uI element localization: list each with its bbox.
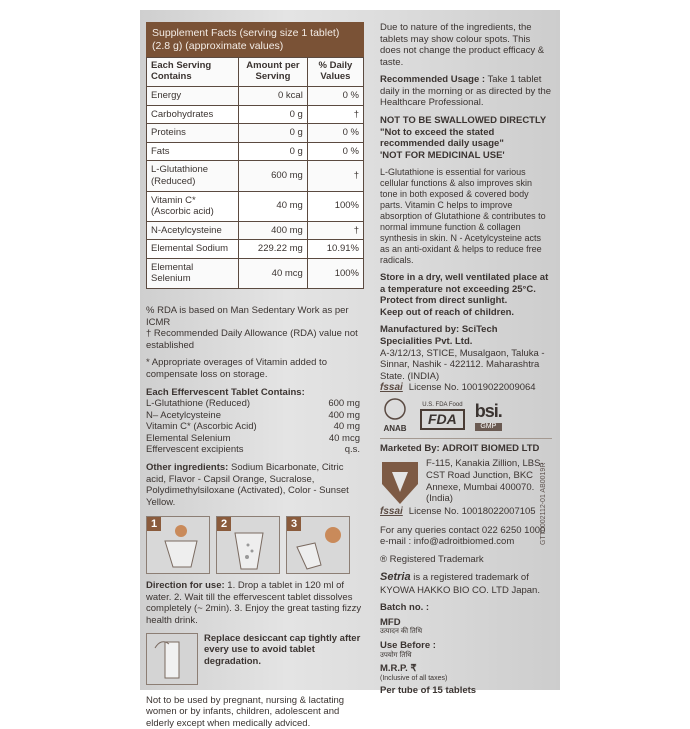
- nutrient-amount: 0 g: [239, 124, 308, 143]
- nutrient-name: Vitamin C* (Ascorbic acid): [147, 191, 239, 221]
- license-number-2: License No. 10018022007105: [408, 506, 536, 518]
- table-row: [147, 161, 364, 191]
- setria-trademark: [380, 571, 552, 596]
- nutrient-dv: 10.91%: [307, 240, 363, 259]
- manufacturer: [380, 324, 552, 347]
- right-column: [380, 22, 552, 697]
- table-row: [147, 240, 364, 259]
- nutrient-dv: †: [307, 221, 363, 240]
- nutrient-amount: 0 g: [239, 142, 308, 161]
- fda-caption: U.S. FDA Food: [422, 401, 463, 408]
- colour-note: Due to nature of the ingredients, the tablets may show colour spots. This does not change the product efficacy & taste.: [380, 22, 545, 68]
- supplement-facts-header: Supplement Facts (serving size 1 tablet) (2.8 g) (approximate values): [146, 22, 364, 57]
- nutrient-name: N-Acetylcysteine: [147, 221, 239, 240]
- table-row: [147, 191, 364, 221]
- fssai-logo: fssai: [380, 506, 403, 518]
- queries-contact: For any queries contact 022 6250 1000: [380, 524, 546, 536]
- nutrient-amount: 40 mcg: [239, 258, 308, 288]
- nutrient-amount: 40 mg: [239, 191, 308, 221]
- nutrient-amount: 0 kcal: [239, 87, 308, 106]
- marketer-address: F-115, Kanakia Zillion, LBS-CST Road Junction, BKC Annexe, Mumbai 400070. (India): [426, 458, 544, 505]
- storage-instruction: Store in a dry, well ventilated place at a temperature not exceeding 25°C.: [380, 272, 549, 295]
- not-swallowed-warning: NOT TO BE SWALLOWED DIRECTLY: [380, 115, 547, 127]
- license-line-2: [380, 506, 552, 518]
- manufacturer-address: A-3/12/13, STICE, Musalgaon, Taluka - Sinnar, Nashik - 422112. Maharashtra State. (INDIA): [380, 347, 545, 382]
- use-before-label: Use Before :: [380, 639, 436, 651]
- mfd-label: MFD: [380, 616, 401, 628]
- nutrient-name: Fats: [147, 142, 239, 161]
- col-nutrient: Each Serving Contains: [147, 58, 239, 87]
- ingredient-amount: 40 mcg: [328, 432, 360, 444]
- license-line-1: [380, 382, 552, 394]
- nutrient-amount: 400 mg: [239, 221, 308, 240]
- table-row: [147, 124, 364, 143]
- manufacturer-name: SciTech Specialities Pvt. Ltd.: [380, 324, 498, 347]
- nutrient-dv: 100%: [307, 258, 363, 288]
- ingredient-name: Effervescent excipients: [146, 444, 244, 456]
- setria-logo: Setria: [380, 571, 411, 584]
- marketed-by: [380, 443, 552, 455]
- certification-logos: [380, 398, 552, 433]
- nutrient-amount: 229.22 mg: [239, 240, 308, 259]
- registered-trademark: ® Registered Trademark: [380, 553, 484, 565]
- setria-text: is a registered trademark of KYOWA HAKKO BIO CO. LTD Japan.: [380, 572, 540, 596]
- marketed-name: ADROIT BIOMED LTD: [441, 442, 540, 454]
- nutrient-amount: 0 g: [239, 105, 308, 124]
- overages-note: * Appropriate overages of Vitamin added to compensate loss on storage.: [146, 357, 327, 380]
- list-item: [146, 433, 364, 445]
- direction-steps: [146, 516, 364, 574]
- list-item: [146, 421, 364, 433]
- side-batch-code: GTT0002112-01 AB0019R: [540, 462, 547, 545]
- step-1-image: [146, 516, 210, 574]
- ingredient-name: Vitamin C* (Ascorbic Acid): [146, 421, 257, 433]
- nutrient-dv: 0 %: [307, 124, 363, 143]
- other-ingredients-text: Sodium Bicarbonate, Citric acid, Flavor - Capsil Orange, Sucralose, Polydimethylsiloxane (Activated), Color - Sunset Yellow.: [146, 461, 349, 508]
- batch-info: [380, 602, 552, 696]
- left-column: [146, 22, 364, 729]
- gmp-badge: GMP: [475, 423, 502, 432]
- table-row: [147, 258, 364, 288]
- nutrient-dv: †: [307, 105, 363, 124]
- usage-label: Recommended Usage :: [380, 74, 486, 86]
- pack-size: Per tube of 15 tablets: [380, 685, 477, 697]
- list-item: [146, 444, 364, 456]
- table-row: [147, 221, 364, 240]
- anab-text: ANAB: [383, 424, 407, 434]
- mrp-note: (Inclusive of all taxes): [380, 674, 448, 682]
- direction-text: 1. Drop a tablet in 120 ml of water. 2. Wait till the effervescent tablet dissolves completely (~ 2min). 3. Enjoy the great tasting fizzy health drink.: [146, 580, 362, 627]
- divider: [380, 438, 552, 439]
- rda-note: % RDA is based on Man Sedentary Work as per ICMR: [146, 305, 349, 328]
- fda-text: FDA: [420, 409, 465, 430]
- step-3-image: [286, 516, 350, 574]
- nutrient-name: Elemental Sodium: [147, 240, 239, 259]
- nutrient-dv: 0 %: [307, 87, 363, 106]
- step-2-image: [216, 516, 280, 574]
- step-number: 2: [217, 517, 231, 531]
- nutrient-amount: 600 mg: [239, 161, 308, 191]
- nutrient-dv: 0 %: [307, 142, 363, 161]
- nutrient-dv: †: [307, 161, 363, 191]
- desiccant-cap-icon: [146, 633, 198, 685]
- children-instruction: Keep out of reach of children.: [380, 306, 515, 318]
- bsi-logo: [475, 401, 502, 431]
- list-item: [146, 398, 364, 410]
- ingredient-name: L-Glutathione (Reduced): [146, 398, 251, 410]
- not-exceed-warning: "Not to exceed the stated recommended daily usage": [380, 126, 504, 150]
- effervescent-title: Each Effervescent Tablet Contains:: [146, 386, 305, 398]
- nutrient-name: Elemental Selenium: [147, 258, 239, 288]
- table-row: [147, 105, 364, 124]
- not-medicinal-warning: 'NOT FOR MEDICINAL USE': [380, 149, 505, 161]
- bsi-text: bsi.: [474, 400, 502, 421]
- table-row: [147, 142, 364, 161]
- usage-text: Take 1 tablet daily in the morning or as directed by the Healthcare Professional.: [380, 74, 552, 109]
- nutrient-dv: 100%: [307, 191, 363, 221]
- license-number-1: License No. 10019022009064: [408, 382, 536, 394]
- other-ingredients-label: Other ingredients:: [146, 461, 229, 473]
- step-number: 3: [287, 517, 301, 531]
- sunlight-instruction: Protect from direct sunlight.: [380, 295, 508, 307]
- marketed-label: Marketed By:: [380, 442, 440, 454]
- ingredient-amount: 600 mg: [328, 398, 360, 410]
- col-amount: Amount per Serving: [239, 58, 308, 87]
- col-dv: % Daily Values: [307, 58, 363, 87]
- usage-warning: Not to be used by pregnant, nursing & lactating women or by infants, children, adolescent and elderly except when medically adviced.: [146, 694, 345, 729]
- rda-dagger-note: † Recommended Daily Allowance (RDA) value not established: [146, 328, 358, 351]
- batch-label: Batch no. :: [380, 602, 430, 614]
- table-row: [147, 87, 364, 106]
- use-before-hindi-label: उपयोग तिथि: [380, 651, 412, 659]
- ingredient-name: N– Acetylcysteine: [146, 409, 221, 421]
- nutrient-name: Energy: [147, 87, 239, 106]
- recommended-usage: [380, 74, 552, 109]
- direction-for-use: [146, 580, 364, 626]
- supplement-facts-table: [146, 57, 364, 289]
- marketer-block: [380, 458, 552, 506]
- desiccant-box: [146, 633, 364, 685]
- ingredient-amount: q.s.: [344, 444, 360, 456]
- email-contact: e-mail : info@adroitbiomed.com: [380, 536, 515, 548]
- ingredient-name: Elemental Selenium: [146, 432, 231, 444]
- fssai-logo: fssai: [380, 382, 403, 394]
- fda-logo: [420, 402, 465, 430]
- ingredient-amount: 400 mg: [328, 409, 360, 421]
- benefits-text: L-Glutathione is essential for various cellular functions & also improves skin tone in both exposed & covered body parts. Vitamin C helps to improve absorption of Glutathione & contributes to normal immune function & collagen synthesis in skin. N - Acetylcysteine acts as an anti-oxidant & helps to reduce free radicals.: [380, 167, 546, 266]
- nutrient-name: L-Glutathione (Reduced): [147, 161, 239, 191]
- nutrient-name: Proteins: [147, 124, 239, 143]
- direction-label: Direction for use:: [146, 580, 225, 592]
- other-ingredients: [146, 462, 364, 508]
- nutrient-name: Carbohydrates: [147, 105, 239, 124]
- adroit-logo: [380, 458, 420, 506]
- step-number: 1: [147, 517, 161, 531]
- manufacturer-label: Manufactured by:: [380, 324, 460, 336]
- ingredient-amount: 40 mg: [333, 421, 360, 433]
- mfd-hindi-label: उत्पादन की तिथि: [380, 628, 423, 636]
- list-item: [146, 410, 364, 422]
- mrp-label: M.R.P. ₹: [380, 663, 417, 675]
- desiccant-note: Replace desiccant cap tightly after every use to avoid tablet degradation.: [204, 632, 361, 667]
- anab-logo: [380, 398, 410, 433]
